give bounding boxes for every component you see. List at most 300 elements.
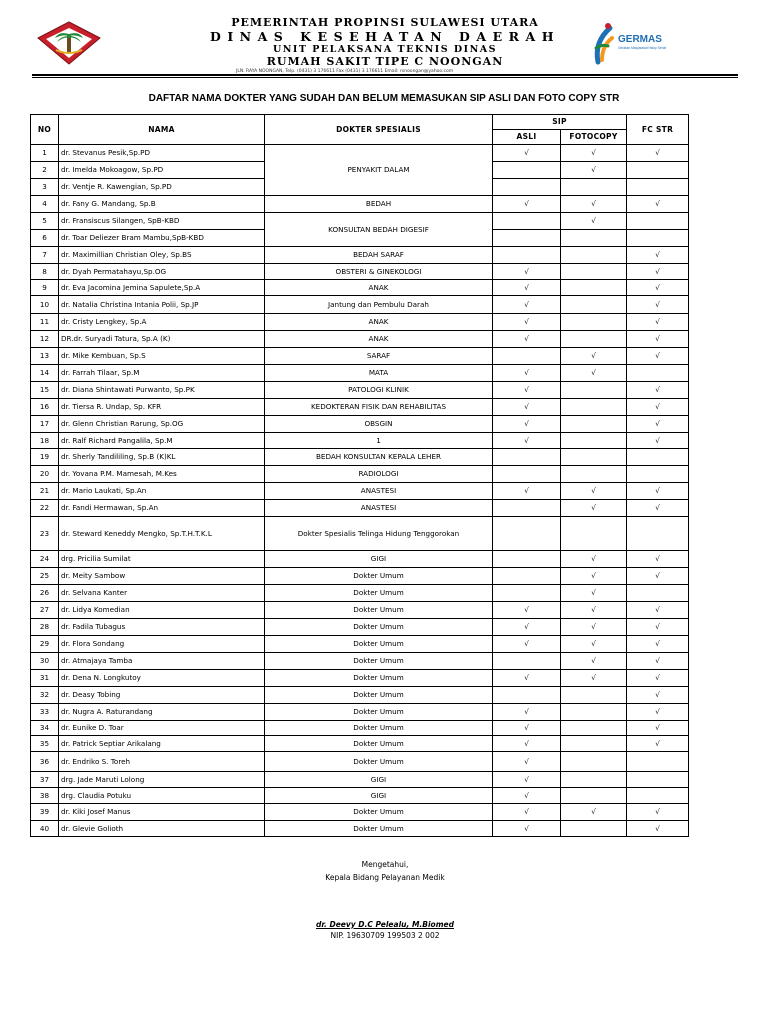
doctor-name: dr. Imelda Mokoagow, Sp.PD bbox=[59, 162, 265, 179]
specialty: Jantung dan Pembulu Darah bbox=[265, 296, 493, 314]
specialty: Dokter Umum bbox=[265, 687, 493, 704]
checkmark-icon: √ bbox=[524, 486, 529, 496]
fc-str-cell bbox=[627, 721, 689, 736]
fc-str-cell bbox=[627, 619, 689, 636]
doctor-name: drg. Pricilia Sumilat bbox=[59, 551, 265, 568]
fc-str-cell bbox=[627, 230, 689, 247]
sip-asli-cell bbox=[493, 331, 561, 348]
table-row bbox=[31, 314, 689, 331]
doctor-name: dr. Kiki Josef Manus bbox=[59, 804, 265, 821]
checkmark-icon: √ bbox=[655, 317, 660, 327]
sip-fotocopy-cell bbox=[561, 331, 627, 348]
sip-asli-cell bbox=[493, 670, 561, 687]
specialty: KONSULTAN BEDAH DIGESIF bbox=[265, 213, 493, 247]
sip-fotocopy-cell bbox=[561, 636, 627, 653]
sip-fotocopy-cell bbox=[561, 804, 627, 821]
fc-str-cell bbox=[627, 365, 689, 382]
checkmark-icon: √ bbox=[591, 673, 596, 683]
sip-fotocopy-cell bbox=[561, 772, 627, 788]
fc-str-cell bbox=[627, 264, 689, 280]
checkmark-icon: √ bbox=[524, 299, 529, 309]
sip-asli-cell bbox=[493, 687, 561, 704]
signature-acknowledged: Mengetahui, bbox=[361, 860, 409, 869]
doctor-name: dr. Lidya Komedian bbox=[59, 602, 265, 619]
sip-asli-cell bbox=[493, 213, 561, 230]
sip-asli-cell bbox=[493, 314, 561, 331]
row-number: 30 bbox=[31, 653, 59, 670]
checkmark-icon: √ bbox=[524, 823, 529, 833]
sip-fotocopy-cell bbox=[561, 348, 627, 365]
table-row bbox=[31, 483, 689, 500]
fc-str-cell bbox=[627, 670, 689, 687]
doctor-name: dr. Eunike D. Toar bbox=[59, 721, 265, 736]
table-row bbox=[31, 517, 689, 551]
checkmark-icon: √ bbox=[524, 673, 529, 683]
specialty: PATOLOGI KLINIK bbox=[265, 382, 493, 399]
table-row bbox=[31, 348, 689, 365]
row-number: 3 bbox=[31, 179, 59, 196]
table-row bbox=[31, 636, 689, 653]
fc-str-cell bbox=[627, 196, 689, 213]
sip-fotocopy-cell bbox=[561, 247, 627, 264]
row-number: 21 bbox=[31, 483, 59, 500]
specialty: Dokter Umum bbox=[265, 602, 493, 619]
specialty: KEDOKTERAN FISIK DAN REHABILITAS bbox=[265, 399, 493, 416]
row-number: 38 bbox=[31, 788, 59, 804]
table-row bbox=[31, 416, 689, 433]
row-number: 27 bbox=[31, 602, 59, 619]
sip-asli-cell bbox=[493, 619, 561, 636]
sip-fotocopy-cell bbox=[561, 433, 627, 449]
sip-asli-cell bbox=[493, 772, 561, 788]
table-row bbox=[31, 821, 689, 837]
sip-fotocopy-cell bbox=[561, 416, 627, 433]
sip-asli-cell bbox=[493, 162, 561, 179]
checkmark-icon: √ bbox=[591, 351, 596, 361]
sip-asli-cell bbox=[493, 483, 561, 500]
doctor-table-body bbox=[31, 145, 689, 837]
fc-str-cell bbox=[627, 382, 689, 399]
doctor-name: drg. Claudia Potuku bbox=[59, 788, 265, 804]
germas-logo bbox=[588, 18, 667, 68]
table-row bbox=[31, 196, 689, 213]
fc-str-cell bbox=[627, 500, 689, 517]
specialty: GIGI bbox=[265, 551, 493, 568]
sip-fotocopy-cell bbox=[561, 213, 627, 230]
header-rule-thin bbox=[32, 77, 738, 78]
fc-str-cell bbox=[627, 280, 689, 296]
header-spesialis: DOKTER SPESIALIS bbox=[265, 115, 493, 145]
checkmark-icon: √ bbox=[524, 435, 529, 445]
fc-str-cell bbox=[627, 602, 689, 619]
checkmark-icon: √ bbox=[591, 807, 596, 817]
specialty: SARAF bbox=[265, 348, 493, 365]
table-row bbox=[31, 788, 689, 804]
sip-asli-cell bbox=[493, 196, 561, 213]
sip-fotocopy-cell bbox=[561, 551, 627, 568]
fc-str-cell bbox=[627, 483, 689, 500]
checkmark-icon: √ bbox=[655, 385, 660, 395]
row-number: 28 bbox=[31, 619, 59, 636]
specialty: BEDAH bbox=[265, 196, 493, 213]
signature-name: dr. Deevy D.C Pelealu, M.Biomed bbox=[316, 920, 454, 929]
sip-fotocopy-cell bbox=[561, 280, 627, 296]
fc-str-cell bbox=[627, 466, 689, 483]
sip-fotocopy-cell bbox=[561, 179, 627, 196]
fc-str-cell bbox=[627, 296, 689, 314]
specialty: Dokter Umum bbox=[265, 568, 493, 585]
checkmark-icon: √ bbox=[591, 368, 596, 378]
doctor-name: dr. Ventje R. Kawengian, Sp.PD bbox=[59, 179, 265, 196]
checkmark-icon: √ bbox=[524, 807, 529, 817]
table-row bbox=[31, 721, 689, 736]
checkmark-icon: √ bbox=[524, 385, 529, 395]
doctor-name: dr. Ralf Richard Pangalila, Sp.M bbox=[59, 433, 265, 449]
specialty: Dokter Umum bbox=[265, 585, 493, 602]
checkmark-icon: √ bbox=[591, 588, 596, 598]
checkmark-icon: √ bbox=[591, 639, 596, 649]
checkmark-icon: √ bbox=[524, 605, 529, 615]
specialty: Dokter Umum bbox=[265, 736, 493, 752]
sip-asli-cell bbox=[493, 721, 561, 736]
checkmark-icon: √ bbox=[591, 503, 596, 513]
germas-wordmark: GERMAS bbox=[618, 34, 662, 45]
header-hospital: RUMAH SAKIT TIPE C NOONGAN bbox=[266, 55, 504, 68]
doctor-name: dr. Flora Sondang bbox=[59, 636, 265, 653]
checkmark-icon: √ bbox=[655, 738, 660, 748]
specialty: GIGI bbox=[265, 788, 493, 804]
sip-asli-cell bbox=[493, 585, 561, 602]
table-row bbox=[31, 331, 689, 348]
document-title: DAFTAR NAMA DOKTER YANG SUDAH DAN BELUM MEMASUKAN SIP ASLI DAN FOTO COPY STR bbox=[148, 93, 620, 104]
sip-fotocopy-cell bbox=[561, 752, 627, 772]
specialty: BEDAH SARAF bbox=[265, 247, 493, 264]
checkmark-icon: √ bbox=[655, 419, 660, 429]
table-row bbox=[31, 365, 689, 382]
checkmark-icon: √ bbox=[524, 266, 529, 276]
checkmark-icon: √ bbox=[524, 368, 529, 378]
doctor-name: dr. Mario Laukati, Sp.An bbox=[59, 483, 265, 500]
checkmark-icon: √ bbox=[524, 148, 529, 158]
doctor-name: dr. Tiersa R. Undap, Sp. KFR bbox=[59, 399, 265, 416]
row-number: 6 bbox=[31, 230, 59, 247]
doctor-name: dr. Mike Kembuan, Sp.S bbox=[59, 348, 265, 365]
fc-str-cell bbox=[627, 213, 689, 230]
fc-str-cell bbox=[627, 162, 689, 179]
fc-str-cell bbox=[627, 636, 689, 653]
doctor-name: dr. Nugra A. Raturandang bbox=[59, 704, 265, 721]
sip-fotocopy-cell bbox=[561, 670, 627, 687]
sip-asli-cell bbox=[493, 296, 561, 314]
sip-fotocopy-cell bbox=[561, 653, 627, 670]
sip-fotocopy-cell bbox=[561, 821, 627, 837]
table-row bbox=[31, 399, 689, 416]
checkmark-icon: √ bbox=[655, 299, 660, 309]
checkmark-icon: √ bbox=[524, 639, 529, 649]
doctor-name: dr. Dena N. Longkutoy bbox=[59, 670, 265, 687]
specialty: BEDAH KONSULTAN KEPALA LEHER bbox=[265, 449, 493, 466]
fc-str-cell bbox=[627, 804, 689, 821]
checkmark-icon: √ bbox=[524, 756, 529, 766]
sip-fotocopy-cell bbox=[561, 585, 627, 602]
row-number: 4 bbox=[31, 196, 59, 213]
sip-asli-cell bbox=[493, 179, 561, 196]
specialty: ANASTESI bbox=[265, 483, 493, 500]
doctor-name: DR.dr. Suryadi Tatura, Sp.A (K) bbox=[59, 331, 265, 348]
sip-asli-cell bbox=[493, 230, 561, 247]
sip-asli-cell bbox=[493, 145, 561, 162]
checkmark-icon: √ bbox=[655, 503, 660, 513]
checkmark-icon: √ bbox=[524, 419, 529, 429]
header-fc-str: FC STR bbox=[627, 115, 689, 145]
sip-fotocopy-cell bbox=[561, 568, 627, 585]
doctor-name: dr. Glevie Golioth bbox=[59, 821, 265, 837]
doctor-name: dr. Fany G. Mandang, Sp.B bbox=[59, 196, 265, 213]
specialty: ANAK bbox=[265, 331, 493, 348]
checkmark-icon: √ bbox=[591, 199, 596, 209]
checkmark-icon: √ bbox=[655, 723, 660, 733]
sip-fotocopy-cell bbox=[561, 449, 627, 466]
table-row bbox=[31, 602, 689, 619]
doctor-name: dr. Endriko S. Toreh bbox=[59, 752, 265, 772]
sip-asli-cell bbox=[493, 653, 561, 670]
germas-tagline: Gerakan Masyarakat Hidup Sehat bbox=[618, 46, 667, 50]
doctor-name: dr. Steward Keneddy Mengko, Sp.T.H.T.K.L bbox=[59, 517, 265, 551]
doctor-name: dr. Deasy Tobing bbox=[59, 687, 265, 704]
fc-str-cell bbox=[627, 145, 689, 162]
sip-fotocopy-cell bbox=[561, 483, 627, 500]
sip-asli-cell bbox=[493, 636, 561, 653]
row-number: 19 bbox=[31, 449, 59, 466]
signature-nip: NIP. 19630709 199503 2 002 bbox=[330, 931, 440, 940]
fc-str-cell bbox=[627, 517, 689, 551]
checkmark-icon: √ bbox=[591, 571, 596, 581]
fc-str-cell bbox=[627, 449, 689, 466]
table-row bbox=[31, 280, 689, 296]
sip-fotocopy-cell bbox=[561, 517, 627, 551]
specialty: Dokter Umum bbox=[265, 619, 493, 636]
row-number: 13 bbox=[31, 348, 59, 365]
specialty: GIGI bbox=[265, 772, 493, 788]
row-number: 26 bbox=[31, 585, 59, 602]
doctor-name: dr. Eva Jacomina Jemina Sapulete,Sp.A bbox=[59, 280, 265, 296]
checkmark-icon: √ bbox=[524, 738, 529, 748]
sip-fotocopy-cell bbox=[561, 466, 627, 483]
sip-fotocopy-cell bbox=[561, 145, 627, 162]
sip-asli-cell bbox=[493, 821, 561, 837]
row-number: 40 bbox=[31, 821, 59, 837]
specialty: RADIOLOGI bbox=[265, 466, 493, 483]
sip-fotocopy-cell bbox=[561, 264, 627, 280]
fc-str-cell bbox=[627, 551, 689, 568]
checkmark-icon: √ bbox=[655, 622, 660, 632]
table-row bbox=[31, 687, 689, 704]
doctor-name: dr. Stevanus Pesik,Sp.PD bbox=[59, 145, 265, 162]
checkmark-icon: √ bbox=[655, 823, 660, 833]
row-number: 14 bbox=[31, 365, 59, 382]
fc-str-cell bbox=[627, 788, 689, 804]
checkmark-icon: √ bbox=[524, 774, 529, 784]
table-row bbox=[31, 213, 689, 230]
row-number: 15 bbox=[31, 382, 59, 399]
doctor-name: dr. Dyah Permatahayu,Sp.OG bbox=[59, 264, 265, 280]
sip-asli-cell bbox=[493, 752, 561, 772]
specialty: PENYAKIT DALAM bbox=[265, 145, 493, 196]
sip-fotocopy-cell bbox=[561, 230, 627, 247]
sip-fotocopy-cell bbox=[561, 314, 627, 331]
fc-str-cell bbox=[627, 687, 689, 704]
doctor-name: dr. Patrick Septiar Arikalang bbox=[59, 736, 265, 752]
checkmark-icon: √ bbox=[655, 807, 660, 817]
table-row bbox=[31, 619, 689, 636]
fc-str-cell bbox=[627, 585, 689, 602]
checkmark-icon: √ bbox=[655, 250, 660, 260]
checkmark-icon: √ bbox=[655, 656, 660, 666]
header-sip: SIP bbox=[493, 115, 627, 130]
sip-fotocopy-cell bbox=[561, 721, 627, 736]
specialty: Dokter Umum bbox=[265, 752, 493, 772]
specialty: Dokter Umum bbox=[265, 653, 493, 670]
specialty: MATA bbox=[265, 365, 493, 382]
doctor-name: dr. Yovana P.M. Mamesah, M.Kes bbox=[59, 466, 265, 483]
row-number: 16 bbox=[31, 399, 59, 416]
table-row bbox=[31, 466, 689, 483]
checkmark-icon: √ bbox=[591, 622, 596, 632]
row-number: 29 bbox=[31, 636, 59, 653]
doctor-name: dr. Diana Shintawati Purwanto, Sp.PK bbox=[59, 382, 265, 399]
specialty: Dokter Umum bbox=[265, 704, 493, 721]
fc-str-cell bbox=[627, 416, 689, 433]
fc-str-cell bbox=[627, 433, 689, 449]
checkmark-icon: √ bbox=[655, 266, 660, 276]
sip-asli-cell bbox=[493, 500, 561, 517]
sip-asli-cell bbox=[493, 399, 561, 416]
row-number: 17 bbox=[31, 416, 59, 433]
table-row bbox=[31, 568, 689, 585]
row-number: 32 bbox=[31, 687, 59, 704]
doctor-name: dr. Glenn Christian Rarung, Sp.OG bbox=[59, 416, 265, 433]
row-number: 33 bbox=[31, 704, 59, 721]
checkmark-icon: √ bbox=[591, 165, 596, 175]
fc-str-cell bbox=[627, 331, 689, 348]
doctor-name: dr. Toar Deliezer Bram Mambu,SpB-KBD bbox=[59, 230, 265, 247]
checkmark-icon: √ bbox=[655, 148, 660, 158]
sip-asli-cell bbox=[493, 551, 561, 568]
checkmark-icon: √ bbox=[524, 723, 529, 733]
checkmark-icon: √ bbox=[591, 148, 596, 158]
fc-str-cell bbox=[627, 821, 689, 837]
signature-position: Kepala Bidang Pelayanan Medik bbox=[325, 873, 445, 882]
specialty: Dokter Umum bbox=[265, 804, 493, 821]
table-row bbox=[31, 704, 689, 721]
checkmark-icon: √ bbox=[655, 351, 660, 361]
checkmark-icon: √ bbox=[655, 639, 660, 649]
doctor-name: dr. Farrah Tilaar, Sp.M bbox=[59, 365, 265, 382]
doctor-name: dr. Cristy Lengkey, Sp.A bbox=[59, 314, 265, 331]
checkmark-icon: √ bbox=[655, 402, 660, 412]
sip-fotocopy-cell bbox=[561, 365, 627, 382]
checkmark-icon: √ bbox=[591, 486, 596, 496]
specialty: Dokter Umum bbox=[265, 636, 493, 653]
row-number: 9 bbox=[31, 280, 59, 296]
checkmark-icon: √ bbox=[655, 707, 660, 717]
sip-asli-cell bbox=[493, 247, 561, 264]
row-number: 22 bbox=[31, 500, 59, 517]
table-row bbox=[31, 145, 689, 162]
fc-str-cell bbox=[627, 348, 689, 365]
header-no: NO bbox=[31, 115, 59, 145]
sip-asli-cell bbox=[493, 365, 561, 382]
fc-str-cell bbox=[627, 179, 689, 196]
header-address: JLN. RAYA NOONGAN, Telp. (0431) 3 176611 Fax (0431) 3 176611 Email: rsnoongan@yahoo.com bbox=[236, 69, 454, 74]
checkmark-icon: √ bbox=[655, 435, 660, 445]
fc-str-cell bbox=[627, 653, 689, 670]
sip-asli-cell bbox=[493, 264, 561, 280]
row-number: 7 bbox=[31, 247, 59, 264]
checkmark-icon: √ bbox=[655, 673, 660, 683]
row-number: 36 bbox=[31, 752, 59, 772]
fc-str-cell bbox=[627, 568, 689, 585]
checkmark-icon: √ bbox=[655, 199, 660, 209]
doctor-name: dr. Meity Sambow bbox=[59, 568, 265, 585]
doctor-name: dr. Fandi Hermawan, Sp.An bbox=[59, 500, 265, 517]
header-agency: DINAS KESEHATAN DAERAH bbox=[209, 29, 561, 44]
sip-fotocopy-cell bbox=[561, 399, 627, 416]
sip-asli-cell bbox=[493, 466, 561, 483]
specialty: Dokter Umum bbox=[265, 670, 493, 687]
table-row bbox=[31, 772, 689, 788]
sip-asli-cell bbox=[493, 433, 561, 449]
row-number: 24 bbox=[31, 551, 59, 568]
header-unit: UNIT PELAKSANA TEKNIS DINAS bbox=[272, 44, 498, 55]
row-number: 39 bbox=[31, 804, 59, 821]
specialty: ANAK bbox=[265, 280, 493, 296]
checkmark-icon: √ bbox=[524, 622, 529, 632]
table-row bbox=[31, 551, 689, 568]
checkmark-icon: √ bbox=[655, 486, 660, 496]
row-number: 10 bbox=[31, 296, 59, 314]
row-number: 12 bbox=[31, 331, 59, 348]
sip-asli-cell bbox=[493, 788, 561, 804]
table-row bbox=[31, 736, 689, 752]
province-emblem-logo bbox=[36, 20, 102, 66]
fc-str-cell bbox=[627, 704, 689, 721]
doctor-name: drg. Jade Maruti Lolong bbox=[59, 772, 265, 788]
doctor-name: dr. Atmajaya Tamba bbox=[59, 653, 265, 670]
table-row bbox=[31, 670, 689, 687]
specialty: OBSGIN bbox=[265, 416, 493, 433]
table-row bbox=[31, 804, 689, 821]
specialty: Dokter Umum bbox=[265, 821, 493, 837]
table-row bbox=[31, 247, 689, 264]
sip-asli-cell bbox=[493, 517, 561, 551]
checkmark-icon: √ bbox=[524, 707, 529, 717]
sip-fotocopy-cell bbox=[561, 162, 627, 179]
fc-str-cell bbox=[627, 399, 689, 416]
checkmark-icon: √ bbox=[655, 571, 660, 581]
checkmark-icon: √ bbox=[655, 605, 660, 615]
table-row bbox=[31, 585, 689, 602]
row-number: 31 bbox=[31, 670, 59, 687]
checkmark-icon: √ bbox=[655, 334, 660, 344]
header-nama: NAMA bbox=[59, 115, 265, 145]
checkmark-icon: √ bbox=[655, 690, 660, 700]
sip-fotocopy-cell bbox=[561, 788, 627, 804]
table-row bbox=[31, 264, 689, 280]
fc-str-cell bbox=[627, 736, 689, 752]
row-number: 23 bbox=[31, 517, 59, 551]
specialty: ANAK bbox=[265, 314, 493, 331]
